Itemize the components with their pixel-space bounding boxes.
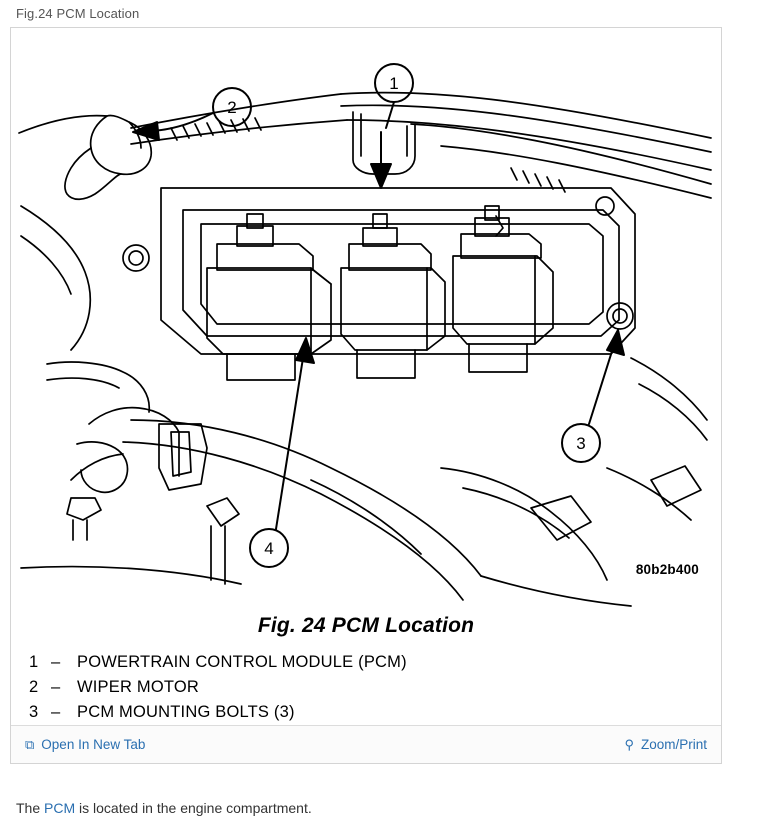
- body-paragraph: [16, 800, 312, 816]
- legend-label: WIPER MOTOR: [77, 678, 199, 696]
- legend-label: PCM MOUNTING BOLTS (3): [77, 703, 295, 721]
- legend-item: [11, 650, 721, 675]
- legend-dash: –: [51, 653, 61, 671]
- legend-dash: –: [51, 678, 61, 696]
- legend-number: 1: [29, 653, 39, 671]
- figure-legend: [11, 614, 721, 726]
- open-in-new-tab-button[interactable]: [25, 737, 145, 752]
- zoom-print-button[interactable]: [624, 737, 707, 752]
- magnifier-icon: ⚲: [624, 737, 634, 752]
- legend-item: [11, 700, 721, 725]
- figure-top-caption: Fig.24 PCM Location: [16, 6, 140, 21]
- legend-label: POWERTRAIN CONTROL MODULE (PCM): [77, 653, 407, 671]
- figure-illustration: [11, 28, 721, 726]
- figure-art-code: 80b2b400: [635, 562, 699, 577]
- legend-dash: –: [51, 703, 61, 721]
- figure-panel: [10, 27, 722, 764]
- external-link-icon: ⧉: [25, 737, 35, 752]
- pcm-keyword: PCM: [44, 800, 76, 816]
- callout-marker-3: 3: [576, 434, 586, 453]
- body-text-before: The: [16, 800, 45, 816]
- figure-footer: [11, 725, 721, 763]
- legend-number: 3: [29, 703, 39, 721]
- callout-marker-2: 2: [227, 98, 237, 117]
- legend-number: 2: [29, 678, 39, 696]
- zoom-print-label: Zoom/Print: [640, 737, 707, 752]
- open-in-new-tab-label: Open In New Tab: [41, 737, 146, 752]
- figure-title: Fig. 24 PCM Location: [257, 614, 475, 637]
- body-text-after: is located in the engine compartment.: [75, 800, 312, 816]
- legend-item: [11, 675, 721, 700]
- callout-marker-1: 1: [389, 74, 399, 93]
- callout-marker-4: 4: [264, 539, 274, 558]
